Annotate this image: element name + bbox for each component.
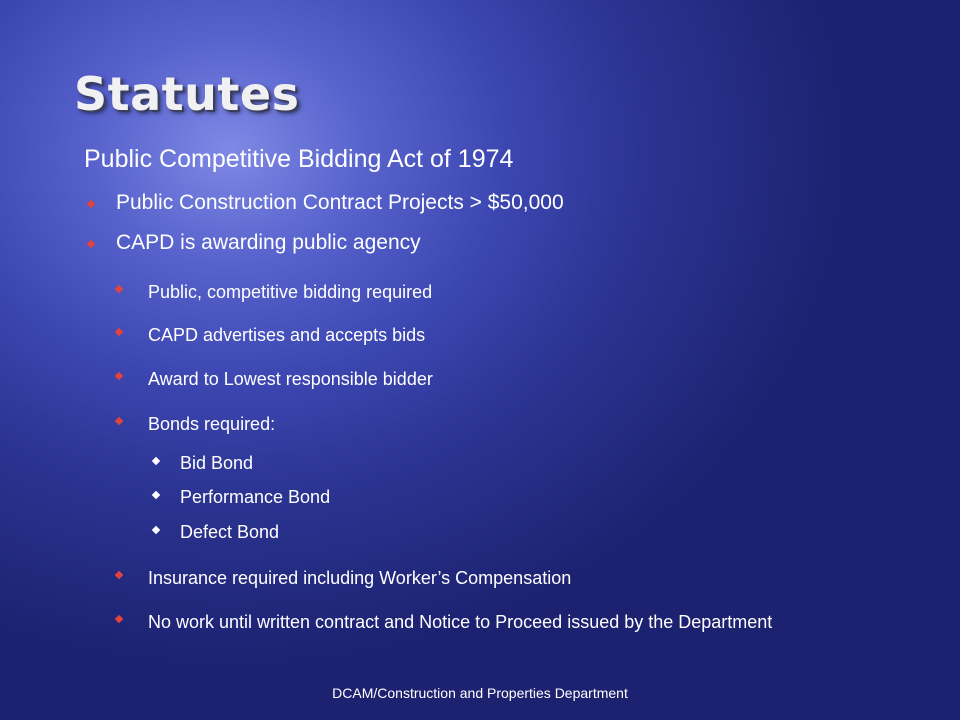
diamond-bullet-icon <box>115 285 123 293</box>
heading-text: Public Competitive Bidding Act of 1974 <box>84 145 514 173</box>
diamond-bullet-icon <box>115 571 123 579</box>
diamond-bullet-icon <box>87 240 95 248</box>
slide-title: Statutes <box>74 67 300 121</box>
bullet-item: Public Construction Contract Projects > $50,000 <box>116 191 564 214</box>
diamond-bullet-icon <box>152 457 160 465</box>
diamond-bullet-icon <box>115 417 123 425</box>
diamond-bullet-icon <box>152 491 160 499</box>
sub-bullet-item: Insurance required including Worker’s Compensation <box>148 568 572 588</box>
bond-item: Defect Bond <box>180 522 280 542</box>
diamond-bullet-icon <box>115 615 123 623</box>
bond-item: Performance Bond <box>180 487 331 507</box>
bond-item: Bid Bond <box>180 453 254 473</box>
diamond-bullet-icon <box>115 372 123 380</box>
bullet-item: CAPD is awarding public agency <box>116 231 421 254</box>
slide-footer: DCAM/Construction and Properties Department <box>332 685 628 701</box>
diamond-bullet-icon <box>115 328 123 336</box>
sub-bullet-item: Public, competitive bidding required <box>148 282 433 302</box>
sub-bullet-item: Bonds required: <box>148 414 276 434</box>
diamond-bullet-icon <box>87 200 95 208</box>
sub-bullet-item: Award to Lowest responsible bidder <box>148 369 433 389</box>
sub-bullet-item: No work until written contract and Notice to Proceed issued by the Department <box>148 612 773 632</box>
sub-bullet-item: CAPD advertises and accepts bids <box>148 325 426 345</box>
diamond-bullet-icon <box>152 526 160 534</box>
